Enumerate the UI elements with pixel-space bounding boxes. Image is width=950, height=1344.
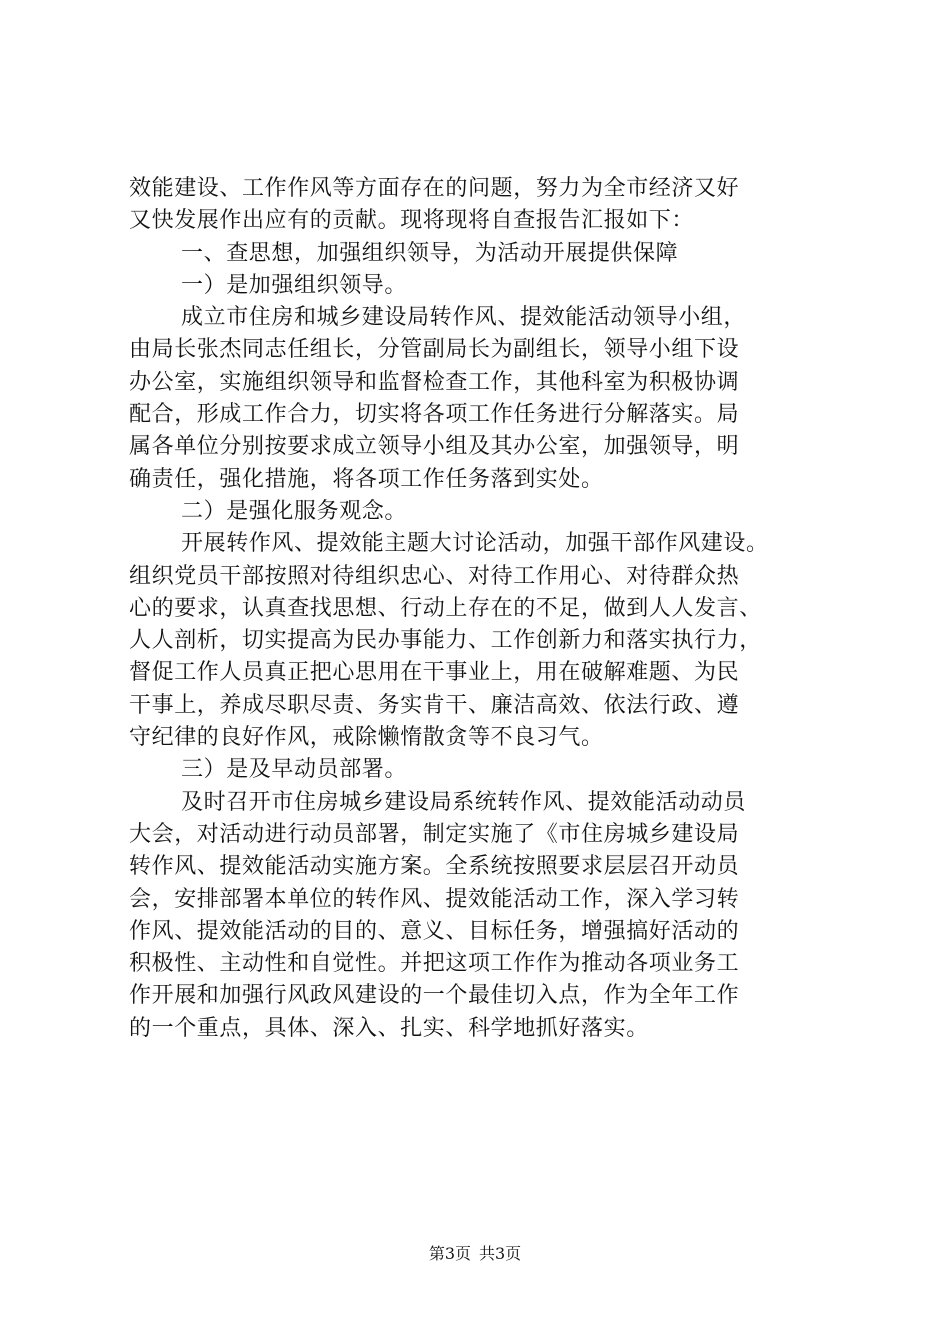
page-number: 第3页 — [428, 1244, 471, 1263]
text-line: 督促工作人员真正把心思用在干事业上，用在破解难题、为民 — [129, 660, 740, 686]
text-line: 作开展和加强行风政风建设的一个最佳切入点，作为全年工作 — [129, 983, 740, 1009]
text-line: 组织党员干部按照对待组织忠心、对待工作用心、对待群众热 — [129, 563, 740, 589]
text-line: 转作风、提效能活动实施方案。全系统按照要求层层召开动员 — [129, 854, 740, 880]
text-line: 干事上，养成尽职尽责、务实肯干、廉洁高效、依法行政、遵 — [129, 692, 740, 718]
text-line: 人人剖析，切实提高为民办事能力、工作创新力和落实执行力， — [129, 628, 762, 654]
page-total: 共3页 — [479, 1244, 522, 1263]
page-footer — [0, 1244, 950, 1264]
text-line: 配合，形成工作合力，切实将各项工作任务进行分解落实。局 — [129, 402, 740, 428]
text-line: 效能建设、工作作风等方面存在的问题，努力为全市经济又好 — [129, 176, 740, 201]
text-line: 确责任，强化措施，将各项工作任务落到实处。 — [129, 466, 604, 492]
text-line: 开展转作风、提效能主题大讨论活动，加强干部作风建设。 — [181, 531, 769, 557]
text-line: 会，安排部署本单位的转作风、提效能活动工作，深入学习转 — [129, 886, 740, 912]
text-line: 及时召开市住房城乡建设局系统转作风、提效能活动动员 — [181, 789, 747, 815]
text-line: 属各单位分别按要求成立领导小组及其办公室，加强领导，明 — [129, 434, 740, 460]
text-line: 心的要求，认真查找思想、行动上存在的不足，做到人人发言、 — [129, 595, 762, 621]
text-line: 积极性、主动性和自觉性。并把这项工作作为推动各项业务工 — [129, 951, 740, 977]
text-line: 的一个重点，具体、深入、扎实、科学地抓好落实。 — [129, 1015, 649, 1041]
text-line: 三）是及早动员部署。 — [181, 757, 408, 783]
text-line: 大会，对活动进行动员部署，制定实施了《市住房城乡建设局 — [129, 821, 740, 847]
text-line: 守纪律的良好作风，戒除懒惰散贪等不良习气。 — [129, 725, 604, 751]
text-line: 一）是加强组织领导。 — [181, 272, 408, 298]
text-line: 二）是强化服务观念。 — [181, 498, 408, 524]
text-line: 一、查思想，加强组织领导，为活动开展提供保障 — [181, 240, 679, 266]
text-line: 又快发展作出应有的贡献。现将现将自查报告汇报如下： — [129, 208, 695, 234]
document-body — [129, 173, 849, 1045]
text-line: 办公室，实施组织领导和监督检查工作，其他科室为积极协调 — [129, 369, 740, 395]
text-line: 作风、提效能活动的目的、意义、目标任务，增强搞好活动的 — [129, 918, 740, 944]
text-line: 由局长张杰同志任组长，分管副局长为副组长，领导小组下设 — [129, 337, 740, 363]
text-line: 成立市住房和城乡建设局转作风、提效能活动领导小组， — [181, 305, 747, 331]
